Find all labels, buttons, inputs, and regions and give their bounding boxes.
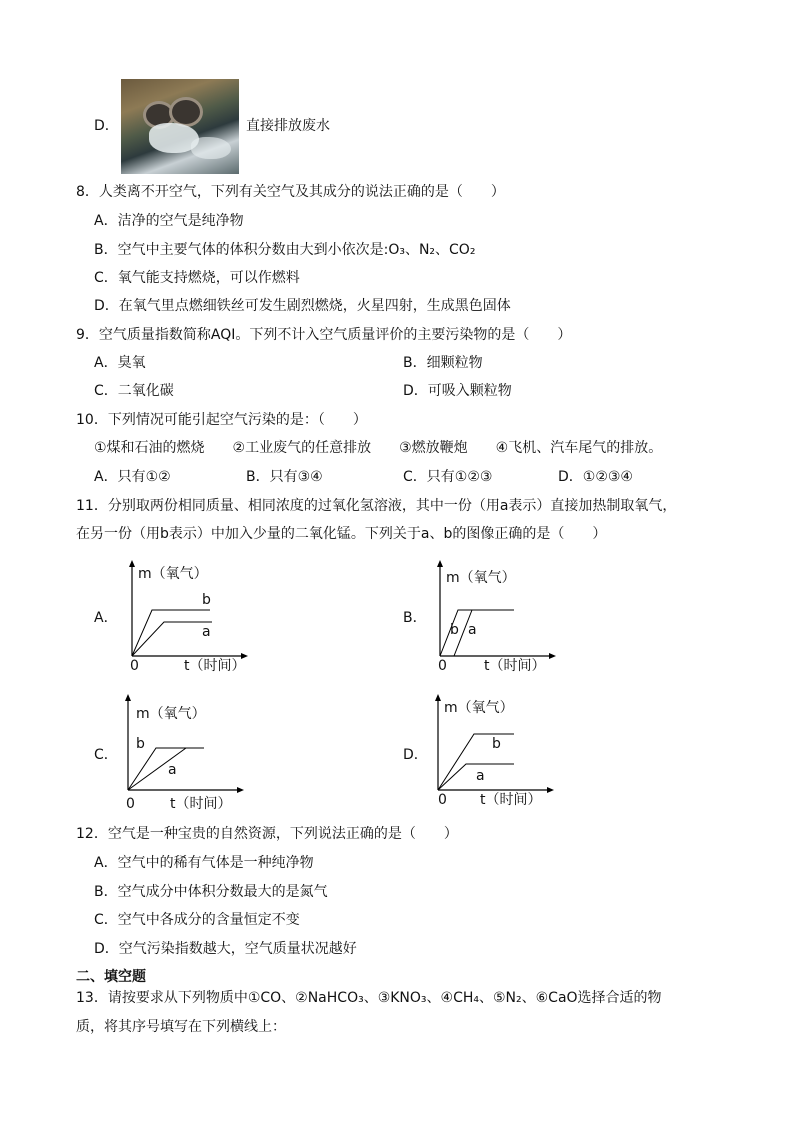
q11-graph-c <box>116 694 246 794</box>
curve-a <box>132 622 212 656</box>
q11-stem-line2: 在另一份（用b表示）中加入少量的二氧化锰。下列关于a、b的图像正确的是（ ） <box>76 526 607 542</box>
q8-option-b: B．空气中主要气体的体积分数由大到小依次是:O₃、N₂、CO₂ <box>94 242 476 258</box>
q13-line1: 13．请按要求从下列物质中①CO、②NaHCO₃、③KNO₃、④CH₄、⑤N₂、⑥CaO选择合适的物 <box>76 990 662 1006</box>
q9-option-c: C．二氧化碳 <box>94 383 174 399</box>
series-b-label: b <box>136 736 145 752</box>
q10-option-a: A．只有①② <box>94 469 171 485</box>
q11-graph-c-option: C． <box>94 747 118 763</box>
x-axis-arrow <box>547 787 554 793</box>
series-a-label: a <box>168 762 177 778</box>
x-axis-arrow <box>549 653 556 659</box>
q10-option-b: B．只有③④ <box>246 469 323 485</box>
q10-option-d: D．①②③④ <box>558 469 633 485</box>
q12-option-b: B．空气成分中体积分数最大的是氮气 <box>94 884 328 900</box>
q11-graph-d-x-label: t（时间） <box>480 792 542 808</box>
wastewater-photo <box>121 79 239 174</box>
q11-graph-d <box>426 694 556 794</box>
q8-option-c: C．氧气能支持燃烧，可以作燃料 <box>94 270 300 286</box>
q9-option-d: D．可吸入颗粒物 <box>403 383 512 399</box>
q12-stem: 12．空气是一种宝贵的自然资源，下列说法正确的是（ ） <box>76 826 458 842</box>
q8-option-d: D．在氧气里点燃细铁丝可发生剧烈燃烧，火星四射，生成黑色固体 <box>94 298 511 314</box>
series-a-label: a <box>202 624 211 640</box>
q11-graph-b <box>428 560 558 660</box>
q11-graph-b-x-label: t（时间） <box>484 658 546 674</box>
y-axis-label: m（氧气） <box>136 706 206 722</box>
q7-option-d-label: D． <box>94 118 119 134</box>
q8-option-a: A．洁净的空气是纯净物 <box>94 213 244 229</box>
q11-graph-b-origin: 0 <box>438 658 447 674</box>
y-axis-arrow <box>435 694 441 701</box>
section-2-title: 二、填空题 <box>76 969 146 985</box>
q11-graph-b-option: B． <box>403 610 427 626</box>
q11-stem-line1: 11．分别取两份相同质量、相同浓度的过氧化氢溶液，其中一份（用a表示）直接加热制取氧气， <box>76 498 677 514</box>
series-b-label: b <box>202 592 211 608</box>
y-axis-label: m（氧气） <box>444 700 514 716</box>
q12-option-d: D．空气污染指数越大，空气质量状况越好 <box>94 941 357 957</box>
curve-a <box>128 748 186 790</box>
series-a-label: a <box>468 622 477 638</box>
q8-stem: 8．人类离不开空气，下列有关空气及其成分的说法正确的是（ ） <box>76 184 505 200</box>
curve-b <box>132 610 210 656</box>
y-axis-arrow <box>129 560 135 567</box>
q11-graph-a-x-label: t（时间） <box>184 658 246 674</box>
q11-graph-c-origin: 0 <box>126 796 135 812</box>
series-b-label: b <box>492 736 501 752</box>
q11-graph-c-x-label: t（时间） <box>170 796 232 812</box>
q10-stem: 10．下列情况可能引起空气污染的是：（ ） <box>76 412 367 428</box>
q13-line2: 质，将其序号填写在下列横线上： <box>76 1019 286 1035</box>
y-axis-label: m（氧气） <box>446 570 516 586</box>
series-a-label: a <box>476 768 485 784</box>
q9-stem: 9．空气质量指数简称AQI。下列不计入空气质量评价的主要污染物的是（ ） <box>76 327 572 343</box>
q9-option-b: B．细颗粒物 <box>403 355 483 371</box>
q11-graph-a-origin: 0 <box>130 658 139 674</box>
q11-graph-a-option: A． <box>94 610 118 626</box>
q7-option-d-text: 直接排放废水 <box>246 118 330 134</box>
q11-graph-a <box>120 560 250 660</box>
q10-items: ①煤和石油的燃烧 ②工业废气的任意排放 ③燃放鞭炮 ④飞机、汽车尾气的排放。 <box>94 440 663 456</box>
curve-b <box>128 748 204 790</box>
y-axis-arrow <box>437 560 443 567</box>
y-axis-label: m（氧气） <box>138 566 208 582</box>
q10-option-c: C．只有①②③ <box>403 469 493 485</box>
q12-option-a: A．空气中的稀有气体是一种纯净物 <box>94 855 314 871</box>
y-axis-arrow <box>125 694 131 701</box>
water-foam <box>191 137 231 159</box>
q9-option-a: A．臭氧 <box>94 355 146 371</box>
x-axis-arrow <box>237 787 244 793</box>
q11-graph-d-option: D． <box>403 747 428 763</box>
series-b-label: b <box>450 622 459 638</box>
q11-graph-d-origin: 0 <box>438 792 447 808</box>
q12-option-c: C．空气中各成分的含量恒定不变 <box>94 912 300 928</box>
